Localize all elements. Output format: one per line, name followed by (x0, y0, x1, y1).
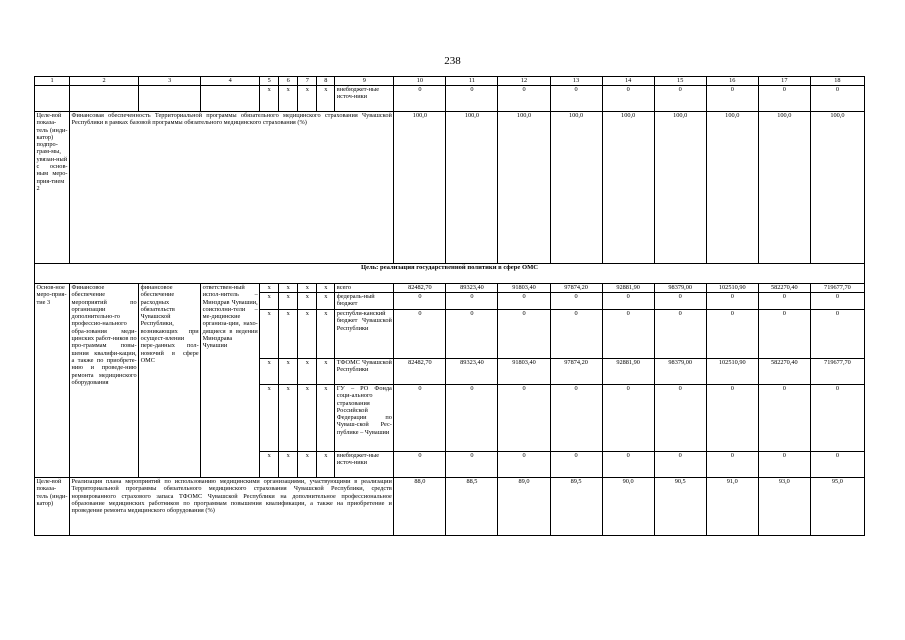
table-row (35, 478, 865, 536)
mark-cell: x (279, 310, 298, 359)
value-cell: 100,0 (602, 112, 654, 264)
col-header: 3 (139, 77, 201, 86)
value-cell: 100,0 (446, 112, 498, 264)
col-header: 17 (758, 77, 810, 86)
mark-cell: x (260, 452, 279, 478)
value-cell: 0 (706, 385, 758, 452)
mark-cell: x (260, 385, 279, 452)
value-cell: 0 (810, 86, 864, 112)
value-cell: 90,5 (654, 478, 706, 536)
value-cell: 0 (810, 310, 864, 359)
source-label: всего (335, 284, 394, 293)
measure-responsible: ответствен-ный испол-нитель – Минздрав Чувашии, соисполни-тели – ме-дицинские организа-ции, нахо-дящиеся в ведении Минздрава Чувашии (201, 284, 260, 478)
value-cell: 0 (602, 86, 654, 112)
value-cell: 89323,40 (446, 284, 498, 293)
col-header: 12 (498, 77, 550, 86)
mark-cell: x (279, 293, 298, 310)
value-cell: 0 (602, 310, 654, 359)
column-header-row (35, 77, 865, 86)
program-table (34, 76, 865, 536)
value-cell: 98379,00 (654, 359, 706, 385)
mark-cell: x (317, 310, 335, 359)
source-label: внебюджет-ные источ-ники (335, 452, 394, 478)
value-cell: 89,0 (498, 478, 550, 536)
indicator-text: Реализация плана мероприятий по использованию медицинскими организациями, участвующими в реализации Территориальной программы обязательного медицинского страхования Чувашской Республики, средств нормированного страхового запаса ТФОМС Чувашской Республики на дополнительное профессиональное образование медицинских работников по программам повышения квалификации, а также на приобретение и проведение ремонта медицинского оборудования (%) (70, 478, 394, 536)
table-row (35, 284, 865, 293)
measure-label: Основ-ное меро-прия-тие 3 (35, 284, 70, 478)
value-cell: 0 (810, 385, 864, 452)
mark-cell: x (260, 310, 279, 359)
indicator-label: Целе-вой показа-тель (инди-катор) подпро-грам-мы, увязан-ный с основ-ным меро-прия-тием 2 (35, 112, 70, 264)
value-cell: 0 (602, 385, 654, 452)
value-cell: 91803,40 (498, 284, 550, 293)
value-cell: 0 (758, 86, 810, 112)
value-cell: 100,0 (758, 112, 810, 264)
value-cell: 100,0 (654, 112, 706, 264)
value-cell: 0 (758, 452, 810, 478)
source-label: ТФОМС Чувашской Республики (335, 359, 394, 385)
col-header: 7 (298, 77, 317, 86)
mark-cell: x (317, 452, 335, 478)
value-cell: 90,0 (602, 478, 654, 536)
value-cell: 582270,40 (758, 284, 810, 293)
value-cell: 91803,40 (498, 359, 550, 385)
value-cell: 0 (394, 452, 446, 478)
mark-cell: x (279, 452, 298, 478)
value-cell: 0 (810, 293, 864, 310)
value-cell: 100,0 (550, 112, 602, 264)
value-cell: 0 (550, 86, 602, 112)
value-cell: 0 (654, 452, 706, 478)
col-header: 1 (35, 77, 70, 86)
value-cell: 95,0 (810, 478, 864, 536)
source-label: федераль-ный бюджет (335, 293, 394, 310)
col-header: 5 (260, 77, 279, 86)
value-cell: 82482,70 (394, 359, 446, 385)
col-header: 18 (810, 77, 864, 86)
value-cell: 102510,90 (706, 284, 758, 293)
mark-cell: x (279, 284, 298, 293)
mark-cell: x (260, 293, 279, 310)
value-cell: 0 (602, 452, 654, 478)
value-cell: 0 (550, 452, 602, 478)
value-cell: 93,0 (758, 478, 810, 536)
value-cell: 100,0 (810, 112, 864, 264)
value-cell: 0 (446, 310, 498, 359)
mark-cell: x (298, 284, 317, 293)
value-cell: 100,0 (498, 112, 550, 264)
value-cell: 82482,70 (394, 284, 446, 293)
mark-cell: x (317, 86, 335, 112)
mark-cell: x (298, 293, 317, 310)
value-cell: 0 (498, 293, 550, 310)
value-cell: 0 (394, 310, 446, 359)
mark-cell: x (317, 359, 335, 385)
value-cell: 719677,70 (810, 284, 864, 293)
mark-cell: x (317, 385, 335, 452)
value-cell: 0 (602, 293, 654, 310)
value-cell: 0 (706, 86, 758, 112)
source-label: республи-канский бюджет Чувашской Республики (335, 310, 394, 359)
value-cell: 98379,00 (654, 284, 706, 293)
mark-cell: x (298, 385, 317, 452)
measure-task: финансовое обеспечение расходных обязательств Чувашской Республики, возникающих при осущест-влении пере-данных пол-номочий в сфере ОМС (139, 284, 201, 478)
value-cell: 0 (550, 310, 602, 359)
mark-cell: x (317, 293, 335, 310)
col-header: 6 (279, 77, 298, 86)
col-header: 2 (70, 77, 139, 86)
value-cell: 0 (394, 385, 446, 452)
value-cell: 0 (706, 293, 758, 310)
col-header: 10 (394, 77, 446, 86)
value-cell: 97874,20 (550, 359, 602, 385)
col-header: 15 (654, 77, 706, 86)
value-cell: 0 (706, 310, 758, 359)
page-number: 238 (444, 55, 461, 67)
mark-cell: x (298, 359, 317, 385)
table-row (35, 86, 865, 112)
value-cell: 0 (654, 310, 706, 359)
col-header: 14 (602, 77, 654, 86)
value-cell: 719677,70 (810, 359, 864, 385)
mark-cell: x (298, 310, 317, 359)
source-label: ГУ – РО Фонда соци-ального страхования Российской Федерации по Чуваш-ской Рес-публике – Чувашии (335, 385, 394, 452)
table-row (35, 112, 865, 264)
value-cell: 102510,90 (706, 359, 758, 385)
value-cell: 0 (758, 385, 810, 452)
value-cell: 0 (550, 385, 602, 452)
value-cell: 0 (446, 452, 498, 478)
value-cell: 0 (654, 385, 706, 452)
value-cell: 0 (498, 310, 550, 359)
col-header: 16 (706, 77, 758, 86)
value-cell: 92881,90 (602, 284, 654, 293)
value-cell: 91,0 (706, 478, 758, 536)
value-cell: 100,0 (706, 112, 758, 264)
mark-cell: x (279, 385, 298, 452)
value-cell: 0 (498, 86, 550, 112)
mark-cell: x (260, 86, 279, 112)
col-header: 13 (550, 77, 602, 86)
value-cell: 88,5 (446, 478, 498, 536)
value-cell: 0 (810, 452, 864, 478)
source-label: внебюджет-ные источ-ники (335, 86, 394, 112)
value-cell: 0 (758, 310, 810, 359)
indicator-text: Финансовая обеспеченность Территориальной программы обязательного медицинского страхования Чувашской Республики в рамках базовой программы обязательного медицинского страхования (%) (70, 112, 394, 264)
value-cell: 0 (446, 86, 498, 112)
col-header: 9 (335, 77, 394, 86)
value-cell: 97874,20 (550, 284, 602, 293)
value-cell: 0 (706, 452, 758, 478)
mark-cell: x (279, 86, 298, 112)
value-cell: 88,0 (394, 478, 446, 536)
mark-cell: x (298, 86, 317, 112)
mark-cell: x (317, 284, 335, 293)
col-header: 8 (317, 77, 335, 86)
indicator-label: Целе-вой показа-тель (инди-катор) (35, 478, 70, 536)
value-cell: 0 (654, 293, 706, 310)
goal-row (35, 264, 865, 284)
value-cell: 0 (758, 293, 810, 310)
value-cell: 0 (394, 86, 446, 112)
goal-title: Цель: реализация государственной политики в сфере ОМС (35, 264, 865, 284)
value-cell: 0 (654, 86, 706, 112)
value-cell: 89323,40 (446, 359, 498, 385)
mark-cell: x (279, 359, 298, 385)
col-header: 4 (201, 77, 260, 86)
value-cell: 100,0 (394, 112, 446, 264)
measure-name: Финансовое обеспечение мероприятий по организации дополнительно-го профессио-нального обра-зования меди-цинских работ-ников по про-граммам повы-шения квалифи-кации, а также по приобрете-нию и проведе-нию ремонта медицинского оборудования (70, 284, 139, 478)
mark-cell: x (260, 284, 279, 293)
value-cell: 0 (498, 385, 550, 452)
col-header: 11 (446, 77, 498, 86)
value-cell: 0 (550, 293, 602, 310)
value-cell: 0 (446, 385, 498, 452)
mark-cell: x (260, 359, 279, 385)
mark-cell: x (298, 452, 317, 478)
value-cell: 0 (446, 293, 498, 310)
value-cell: 92881,90 (602, 359, 654, 385)
value-cell: 582270,40 (758, 359, 810, 385)
value-cell: 0 (394, 293, 446, 310)
value-cell: 0 (498, 452, 550, 478)
value-cell: 89,5 (550, 478, 602, 536)
